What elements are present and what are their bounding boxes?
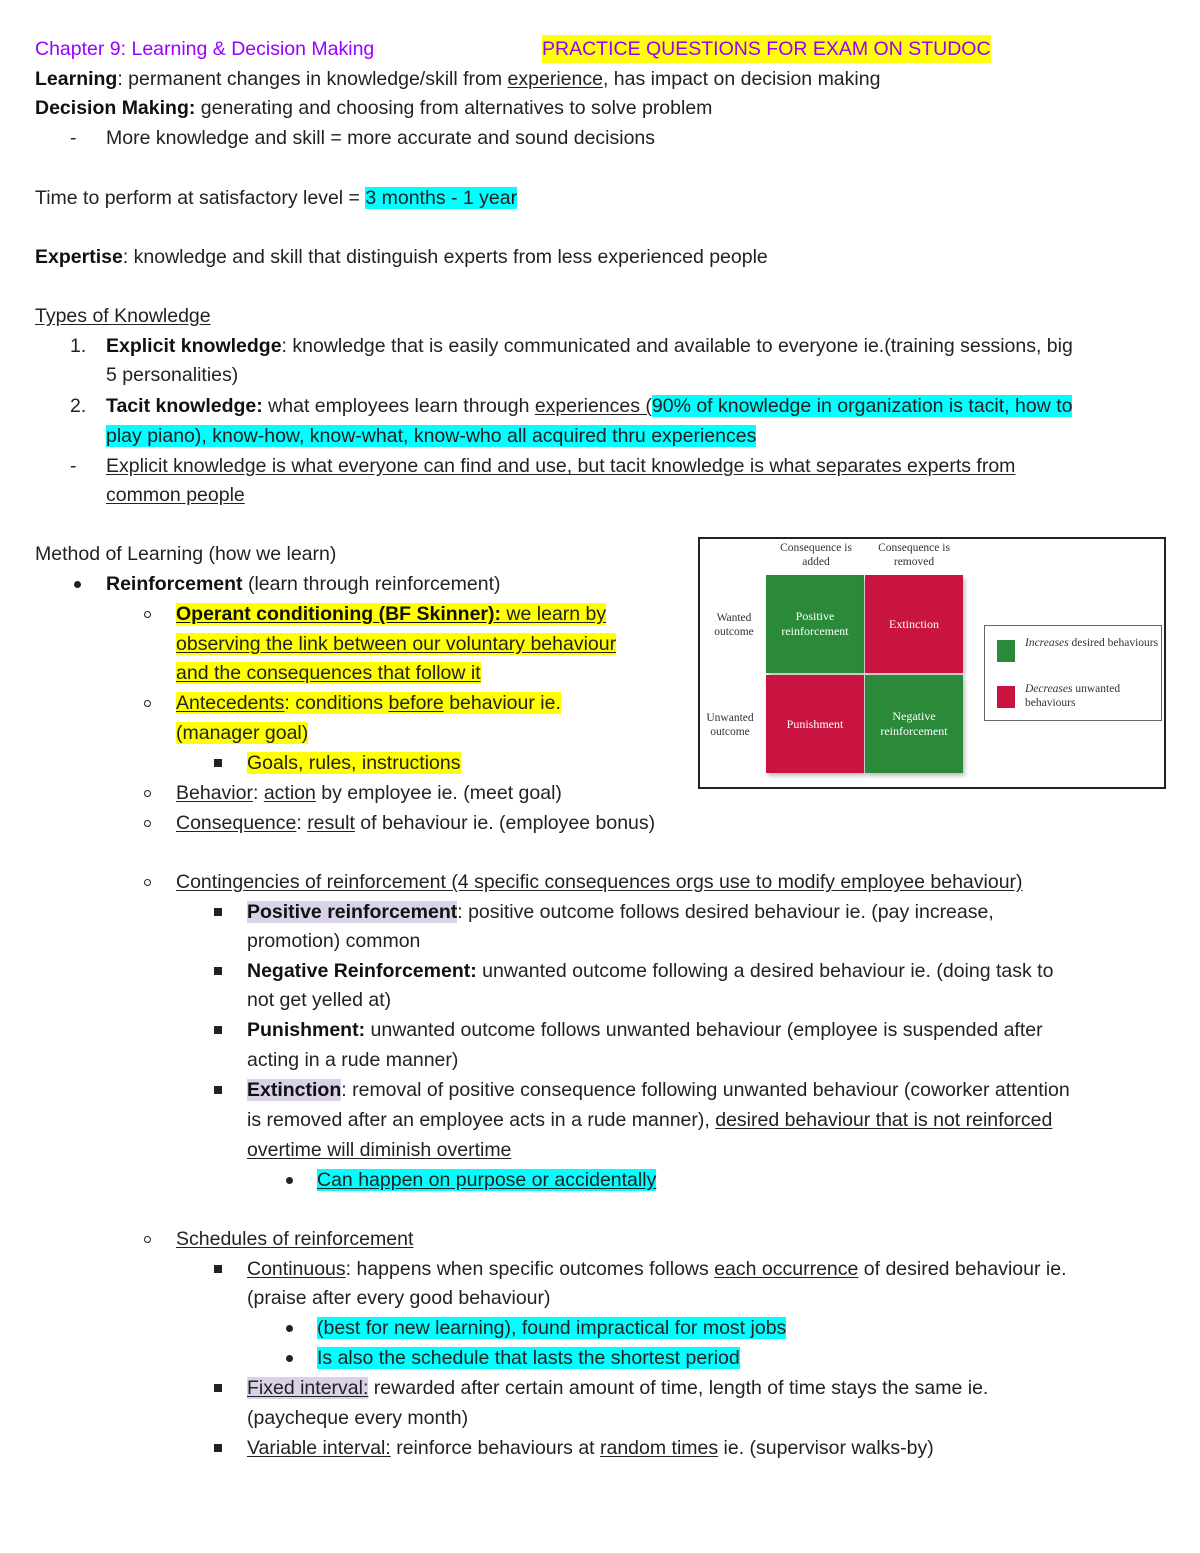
square-marker [211,898,225,926]
behavior-item: Behavior: action by employee ie. (meet goal) [176,782,562,804]
punishment-item: Punishment: unwanted outcome follows unwanted behaviour (employee is suspended after [247,1019,1043,1041]
types-of-knowledge-heading: Types of Knowledge [35,305,211,327]
square-marker [211,1434,225,1462]
square-marker [211,1255,225,1283]
negative-reinforcement-item: Negative Reinforcement: unwanted outcome following a desired behaviour ie. (doing task to [247,960,1054,982]
circle-marker [140,868,154,896]
operant-conditioning-item: Operant conditioning (BF Skinner): we learn by [176,603,607,625]
legend-red-swatch [997,686,1015,708]
reinforcement-matrix-figure [698,537,1166,789]
bullet-marker [282,1344,296,1372]
list-number: 2. [70,395,87,417]
dash-marker: - [70,127,77,149]
antecedents-item: Antecedents: conditions before behaviour ie. [176,692,561,714]
fixed-interval-cont: (paycheque every month) [247,1407,469,1429]
cell-extinction: Extinction [865,575,963,673]
tacit-knowledge-cont: play piano), know-how, know-what, know-who all acquired thru experiences [106,425,757,447]
reinforcement-item: Reinforcement (learn through reinforcement) [106,573,501,595]
cell-positive-reinforcement: Positive reinforcement [766,575,864,673]
operant-conditioning-cont2: and the consequences that follow it [176,662,481,684]
explicit-knowledge-cont: 5 personalities) [106,364,239,386]
time-to-perform: Time to perform at satisfactory level = 3 months - 1 year [35,187,518,209]
schedules-item: Schedules of reinforcement [176,1228,414,1250]
knowledge-note-cont: common people [106,484,245,506]
legend-green-label: Increases desired behaviours [1025,637,1159,649]
circle-marker [140,809,154,837]
consequence-item: Consequence: result of behaviour ie. (employee bonus) [176,812,656,834]
column-header-added: Consequence is added [780,542,852,568]
bullet-marker [282,1166,296,1194]
extinction-item: Extinction: removal of positive consequence following unwanted behaviour (coworker attention [247,1079,1070,1101]
cell-negative-reinforcement: Negative reinforcement [865,675,963,773]
continuous-note-1: (best for new learning), found impractical for most jobs [317,1317,787,1339]
square-marker [211,1374,225,1402]
positive-reinforcement-cont: promotion) common [247,930,421,952]
antecedents-cont: (manager goal) [176,722,309,744]
punishment-cont: acting in a rude manner) [247,1049,459,1071]
operant-conditioning-cont: observing the link between our voluntary behaviour [176,633,617,655]
legend-red-label: Decreases unwanted behaviours [1025,683,1121,709]
decision-making-definition: Decision Making: generating and choosing from alternatives to solve problem [35,97,713,119]
tacit-knowledge-item: Tacit knowledge: what employees learn through experiences (90% of knowledge in organization is tacit, how to [106,395,1073,417]
practice-questions-link[interactable]: PRACTICE QUESTIONS FOR EXAM ON STUDOC [542,35,991,63]
learning-definition: Learning: permanent changes in knowledge/skill from experience, has impact on decision making [35,68,881,90]
square-marker [211,957,225,985]
contingencies-item: Contingencies of reinforcement (4 specific consequences orgs use to modify employee behaviour) [176,871,1023,893]
knowledge-note: Explicit knowledge is what everyone can find and use, but tacit knowledge is what separates experts from [106,455,1016,477]
cell-punishment: Punishment [766,675,864,773]
circle-marker [140,600,154,628]
positive-reinforcement-item: Positive reinforcement: positive outcome follows desired behaviour ie. (pay increase, [247,901,994,923]
legend-green-swatch [997,640,1015,662]
square-marker [211,749,225,777]
circle-marker [140,689,154,717]
method-of-learning-heading: Method of Learning (how we learn) [35,543,337,565]
extinction-cont: is removed after an employee acts in a rude manner), desired behaviour that is not reinforced [247,1109,1053,1131]
list-number: 1. [70,335,87,357]
continuous-note-2: Is also the schedule that lasts the shortest period [317,1347,740,1369]
column-header-removed: Consequence is removed [878,542,950,568]
dash-marker: - [70,455,77,477]
figure-legend [984,625,1162,721]
decision-subpoint: More knowledge and skill = more accurate and sound decisions [106,127,656,149]
square-marker [211,1016,225,1044]
continuous-cont: (praise after every good behaviour) [247,1287,551,1309]
bullet-marker [282,1314,296,1342]
explicit-knowledge-item: Explicit knowledge: knowledge that is easily communicated and available to everyone ie.(training sessions, big [106,335,1073,357]
goals-item: Goals, rules, instructions [247,752,461,774]
page-title: Chapter 9: Learning & Decision Making [35,38,375,60]
bullet-marker [70,570,84,598]
extinction-cont2: overtime will diminish overtime [247,1139,512,1161]
extinction-note: Can happen on purpose or accidentally [317,1169,657,1191]
fixed-interval-item: Fixed interval: rewarded after certain amount of time, length of time stays the same ie. [247,1377,989,1399]
row-header-unwanted: Unwanted outcome [706,712,754,738]
expertise-definition: Expertise: knowledge and skill that distinguish experts from less experienced people [35,246,768,268]
circle-marker [140,1225,154,1253]
negative-reinforcement-cont: not get yelled at) [247,989,392,1011]
continuous-item: Continuous: happens when specific outcomes follows each occurrence of desired behaviour ie. [247,1258,1067,1280]
variable-interval-item: Variable interval: reinforce behaviours at random times ie. (supervisor walks-by) [247,1437,934,1459]
circle-marker [140,779,154,807]
row-header-wanted: Wanted outcome [714,612,754,638]
square-marker [211,1076,225,1104]
